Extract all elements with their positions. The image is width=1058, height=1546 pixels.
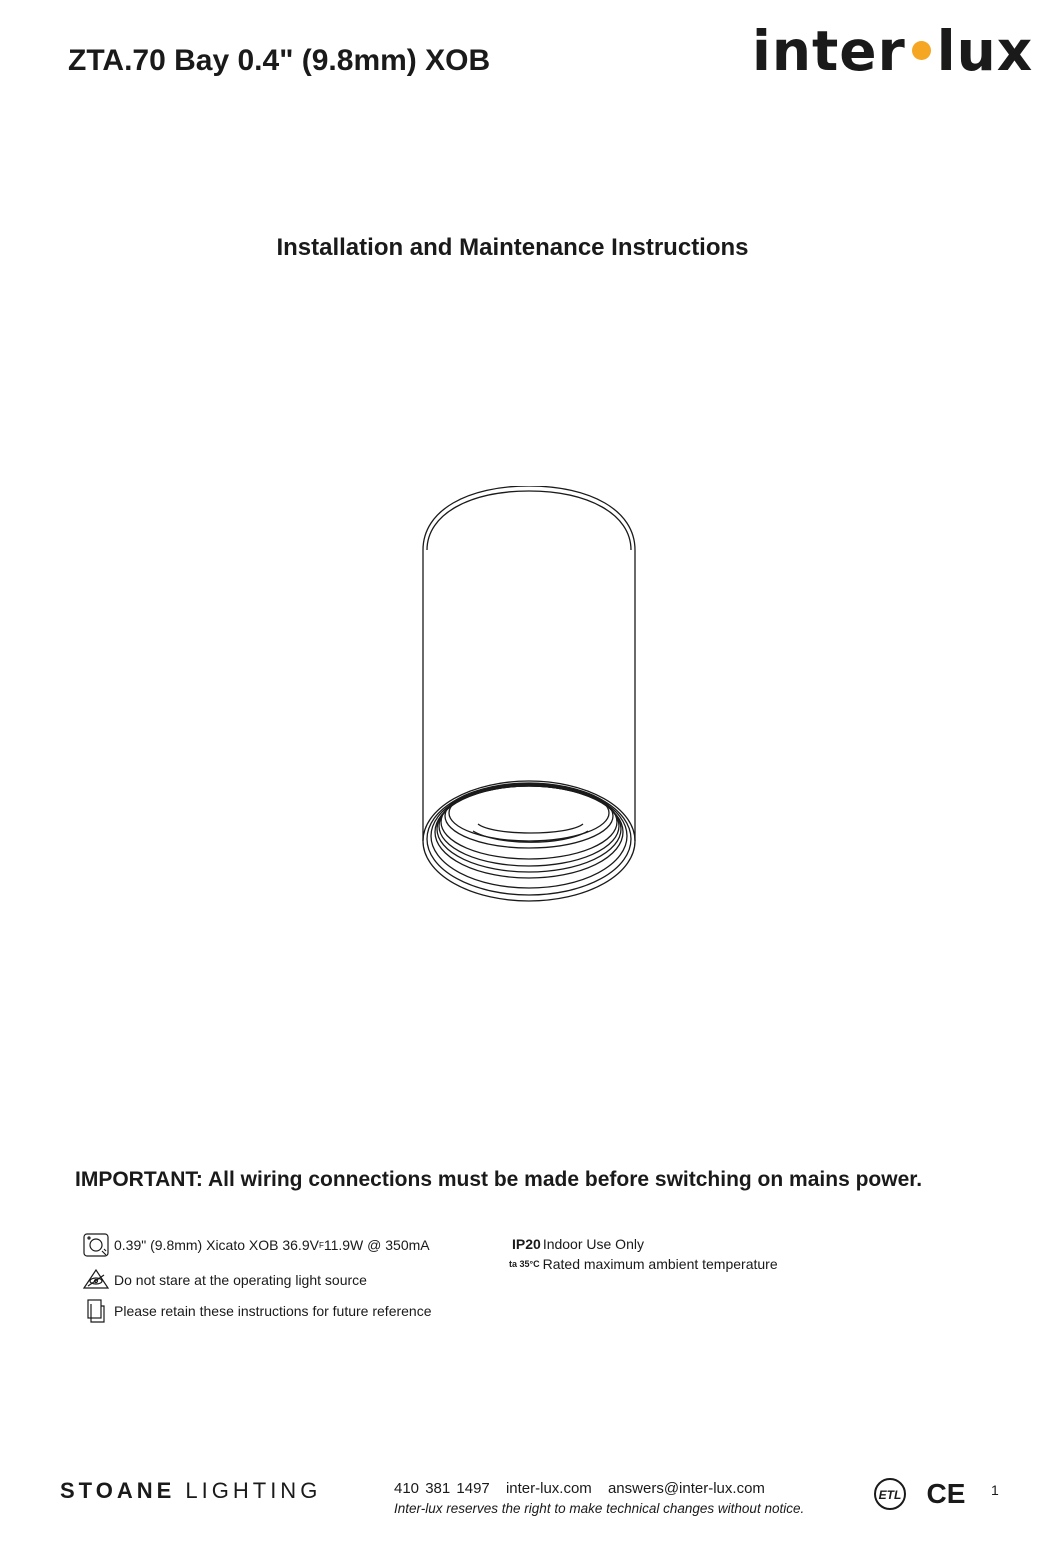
phone-number: 410 381 1497 [394, 1480, 490, 1497]
ip-rating-text: Indoor Use Only [542, 1236, 644, 1252]
spec-retain [82, 1297, 432, 1325]
spec-led [82, 1231, 430, 1259]
email-link[interactable]: answers@inter-lux.com [607, 1480, 765, 1497]
spec-stare-text: Do not stare at the operating light source [114, 1272, 367, 1288]
certification-marks [872, 1474, 972, 1519]
stoane-lighting-brand [60, 1478, 321, 1504]
spec-stare [82, 1266, 367, 1294]
brand-bold: STOANE [60, 1478, 176, 1503]
spec-led-power: 11.9W @ 350mA [323, 1237, 430, 1253]
document-subtitle: Installation and Maintenance Instructions [276, 234, 749, 261]
etl-mark-text: ETL [878, 1488, 902, 1502]
ce-mark-icon [927, 1478, 966, 1509]
spec-ta [509, 1256, 778, 1272]
logo-dot-icon [912, 41, 931, 60]
ta-text: Rated maximum ambient temperature [542, 1256, 778, 1272]
brand-light: LIGHTING [185, 1478, 322, 1503]
spec-led-sub: F [318, 1240, 324, 1250]
interlux-logo [752, 19, 1034, 83]
logo-text-right: lux [936, 19, 1034, 83]
retain-document-icon [82, 1297, 110, 1325]
ce-mark-text: CE [926, 1478, 966, 1509]
page-number: 1 [991, 1482, 999, 1498]
fixture-illustration [418, 486, 640, 911]
spec-led-text: 0.39" (9.8mm) Xicato XOB 36.9V [114, 1237, 319, 1253]
contact-line [394, 1480, 775, 1497]
etl-mark-icon [875, 1479, 905, 1509]
spec-retain-text: Please retain these instructions for future reference [114, 1303, 432, 1319]
do-not-stare-icon [82, 1266, 110, 1294]
website-link[interactable]: inter-lux.com [505, 1480, 592, 1497]
product-title: ZTA.70 Bay 0.4" (9.8mm) XOB [68, 44, 491, 77]
important-warning: IMPORTANT: All wiring connections must be made before switching on mains power. [75, 1168, 923, 1191]
disclaimer: Inter-lux reserves the right to make technical changes without notice. [394, 1501, 805, 1516]
led-module-icon [82, 1231, 110, 1259]
logo-text-left: inter [752, 19, 906, 83]
ip-rating-code: IP20 [512, 1236, 541, 1252]
ta-code: ta 35°C [509, 1259, 540, 1269]
spec-ip [512, 1236, 644, 1252]
